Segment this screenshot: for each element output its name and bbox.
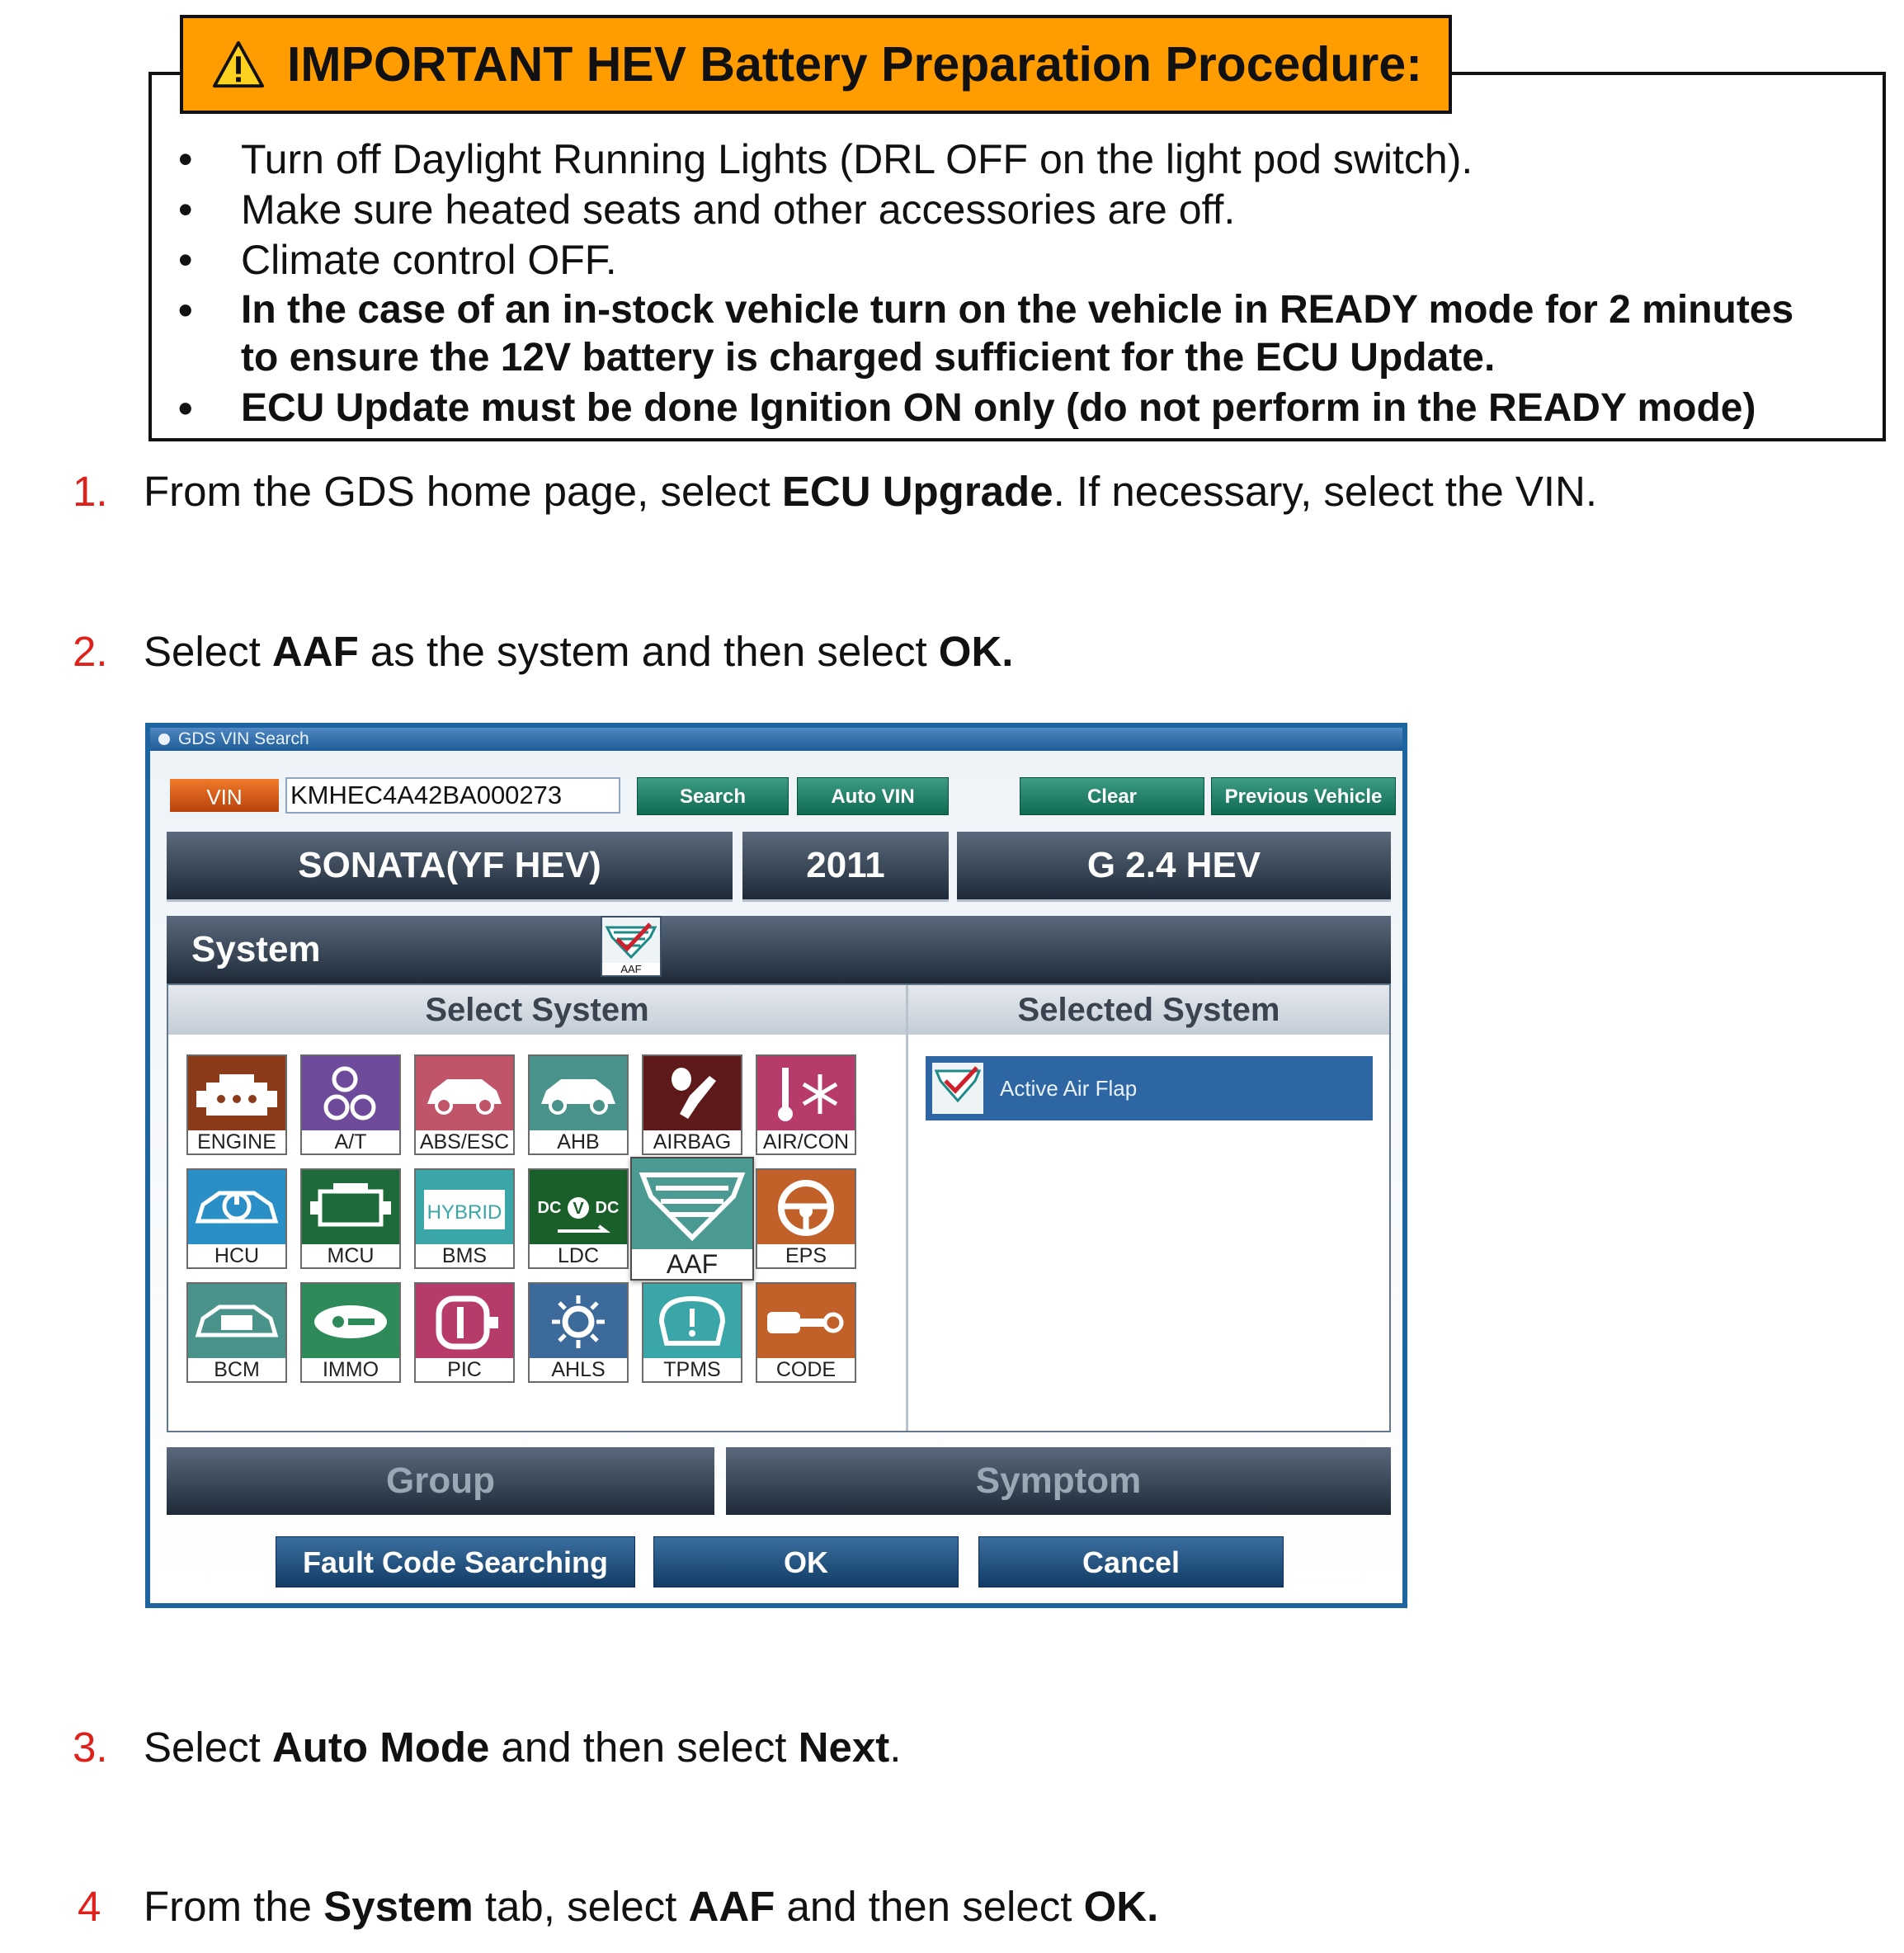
app-icon	[158, 734, 170, 745]
system-tile-tpms[interactable]: TPMS	[642, 1282, 742, 1383]
dialog-body	[150, 751, 1402, 1603]
vin-label: VIN	[170, 779, 279, 812]
step-number: 1.	[73, 468, 108, 515]
system-tile-engine[interactable]: ENGINE	[186, 1054, 287, 1155]
warning-bullet: • Make sure heated seats and other accessories are off.	[178, 186, 1236, 233]
group-tab[interactable]: Group	[167, 1447, 714, 1515]
previous-vehicle-button[interactable]: Previous Vehicle	[1211, 777, 1396, 815]
step-text: From the System tab, select AAF and then select OK.	[144, 1883, 1159, 1930]
step-2	[73, 627, 1805, 677]
tire-pressure-icon	[643, 1284, 741, 1360]
system-tile-air-con[interactable]: AIR/CON	[756, 1054, 856, 1155]
dialog-title: GDS VIN Search	[178, 729, 309, 748]
cancel-button[interactable]: Cancel	[978, 1536, 1284, 1587]
system-tile-airbag[interactable]: AIRBAG	[642, 1054, 742, 1155]
system-tile-immo[interactable]: IMMO	[300, 1282, 401, 1383]
ok-button[interactable]: OK	[653, 1536, 959, 1587]
step-3	[73, 1723, 1805, 1772]
warning-icon	[213, 39, 264, 90]
active-air-flap-icon	[632, 1158, 752, 1251]
step-number: 4	[78, 1883, 101, 1930]
warning-bullet: • In the case of an in-stock vehicle turn on the vehicle in READY mode for 2 minutes to ensure the 12V battery is charged sufficient for the ECU Update.	[178, 287, 1794, 380]
system-tile-abs-esc[interactable]: ABS/ESC	[414, 1054, 515, 1155]
auto-vin-button[interactable]: Auto VIN	[797, 777, 949, 815]
step-number: 2.	[73, 628, 108, 675]
symptom-tab[interactable]: Symptom	[726, 1447, 1391, 1515]
search-button[interactable]: Search	[637, 777, 789, 815]
body-control-icon	[188, 1284, 285, 1360]
svg-text:DC: DC	[537, 1199, 562, 1217]
smart-key-icon	[416, 1284, 513, 1360]
code-key-icon	[757, 1284, 855, 1360]
fault-code-searching-button[interactable]: Fault Code Searching	[276, 1536, 635, 1587]
warning-bullets	[173, 135, 1873, 435]
selected-system-header: Selected System	[908, 985, 1389, 1035]
car-icon	[416, 1056, 513, 1132]
immobilizer-key-icon	[302, 1284, 399, 1360]
step-text: From the GDS home page, select ECU Upgrade. If necessary, select the VIN.	[144, 468, 1598, 515]
system-tile-hcu[interactable]: HCU	[186, 1168, 287, 1269]
step-4	[78, 1882, 1810, 1932]
system-tile-pic[interactable]: PIC	[414, 1282, 515, 1383]
vehicle-model[interactable]: SONATA(YF HEV)	[167, 832, 733, 899]
warning-title: IMPORTANT HEV Battery Preparation Procedure:	[287, 37, 1422, 92]
select-system-header: Select System	[168, 985, 906, 1035]
system-tile-bms[interactable]: HYBRID BMS	[414, 1168, 515, 1269]
step-1	[73, 467, 1805, 517]
system-tile-ahb[interactable]: AHB	[528, 1054, 629, 1155]
motor-icon	[302, 1170, 399, 1246]
warning-box	[148, 72, 1886, 441]
aaf-mini-icon	[932, 1063, 983, 1114]
svg-text:HYBRID: HYBRID	[427, 1201, 502, 1224]
airbag-icon	[643, 1056, 741, 1132]
step-number: 3.	[73, 1724, 108, 1771]
dialog-title-bar	[150, 728, 1402, 751]
step-text: Select AAF as the system and then select OK.	[144, 628, 1014, 675]
warning-bullet: • ECU Update must be done Ignition ON only (do not perform in the READY mode)	[178, 385, 1756, 432]
hybrid-car-icon	[188, 1170, 285, 1246]
engine-icon	[188, 1056, 285, 1132]
system-tile-ahls[interactable]: AHLS	[528, 1282, 629, 1383]
system-tile-eps[interactable]: EPS	[756, 1168, 856, 1269]
column-divider	[906, 985, 908, 1431]
aaf-badge-icon: AAF	[601, 916, 662, 977]
air-con-icon	[757, 1056, 855, 1132]
step-text: Select Auto Mode and then select Next.	[144, 1724, 902, 1771]
vin-input[interactable]: KMHEC4A42BA000273	[285, 777, 620, 814]
system-tile-aaf[interactable]: AAF	[630, 1157, 754, 1281]
system-panel	[167, 984, 1391, 1432]
svg-text:V: V	[573, 1200, 584, 1218]
system-tile-code[interactable]: CODE	[756, 1282, 856, 1383]
headlamp-icon	[530, 1284, 627, 1360]
system-tile-mcu[interactable]: MCU	[300, 1168, 401, 1269]
selected-system-item[interactable]: Active Air Flap	[926, 1056, 1373, 1120]
vehicle-engine[interactable]: G 2.4 HEV	[957, 832, 1391, 899]
clear-button[interactable]: Clear	[1020, 777, 1204, 815]
steering-wheel-icon	[757, 1170, 855, 1246]
gds-vin-search-dialog	[145, 723, 1407, 1608]
hybrid-battery-icon	[416, 1170, 513, 1246]
system-tile-at[interactable]: A/T	[300, 1054, 401, 1155]
vehicle-year[interactable]: 2011	[742, 832, 949, 899]
warning-title-banner	[180, 15, 1452, 114]
system-tile-ldc[interactable]: DC V DC LDC	[528, 1168, 629, 1269]
warning-bullet: • Climate control OFF.	[178, 237, 617, 283]
dc-converter-icon	[530, 1170, 627, 1246]
system-tab[interactable]: System	[167, 916, 1391, 984]
warning-bullet: • Turn off Daylight Running Lights (DRL OFF on the light pod switch).	[178, 136, 1473, 182]
svg-text:DC: DC	[595, 1199, 620, 1217]
car-brake-icon	[530, 1056, 627, 1132]
gears-icon	[302, 1056, 399, 1132]
system-tile-bcm[interactable]: BCM	[186, 1282, 287, 1383]
